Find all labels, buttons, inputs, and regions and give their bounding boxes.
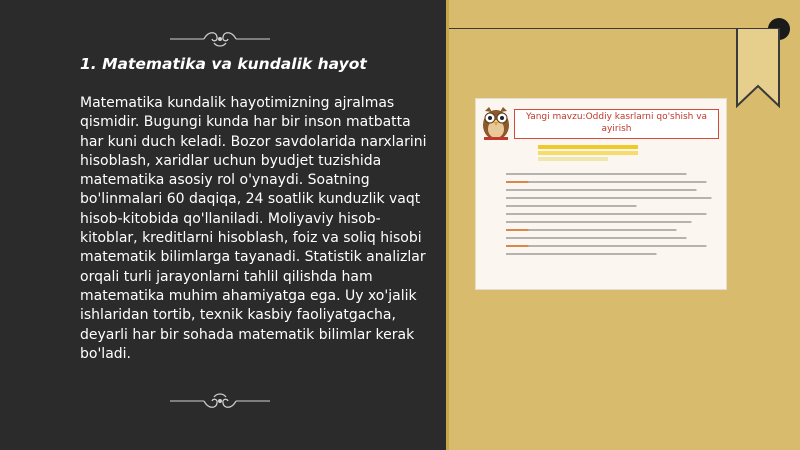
fraction-bar [538, 145, 638, 149]
exercise-scribbles [506, 171, 718, 267]
bookmark-icon [735, 28, 781, 108]
flourish-top-icon [170, 28, 270, 50]
decorative-line [449, 28, 769, 29]
slide-title: 1. Matematika va kundalik hayot [80, 55, 367, 73]
owl-icon [479, 103, 513, 141]
fraction-bars [526, 145, 646, 165]
lesson-image [475, 98, 727, 290]
lesson-title: Yangi mavzu:Oddiy kasrlarni qo'shish va ayirish [514, 109, 719, 139]
slide-body-text: Matematika kundalik hayotimizning ajralmas qismidir. Bugungi kunda har bir inson matbatta har kuni duch keladi. Bozor savdolarida narxlarini hisoblash, xaridlar uchun byudjet tuzishida matematika asosiy rol o'ynaydi. Soatning bo'linmalari 60 daqiqa, 24 soatlik kunduzlik vaqt hisob-kitobida qo'llaniladi. Moliyaviy hisob-kitoblar, kreditlarni hisoblash, foiz va soliq hisobi matematik bilimlarga tayanadi. Statistik analizlar orqali turli jarayonlarni tahlil qilishda ham matematika muhim ahamiyatga ega. Uy xo'jalik ishlaridan tortib, texnik kasbiy faoliyatgacha, deyarli har bir sohada matematik bilimlar kerak bo'ladi. [80, 95, 427, 362]
fraction-bar [538, 157, 608, 161]
fraction-bar [538, 151, 638, 155]
flourish-bottom-icon [170, 390, 270, 412]
